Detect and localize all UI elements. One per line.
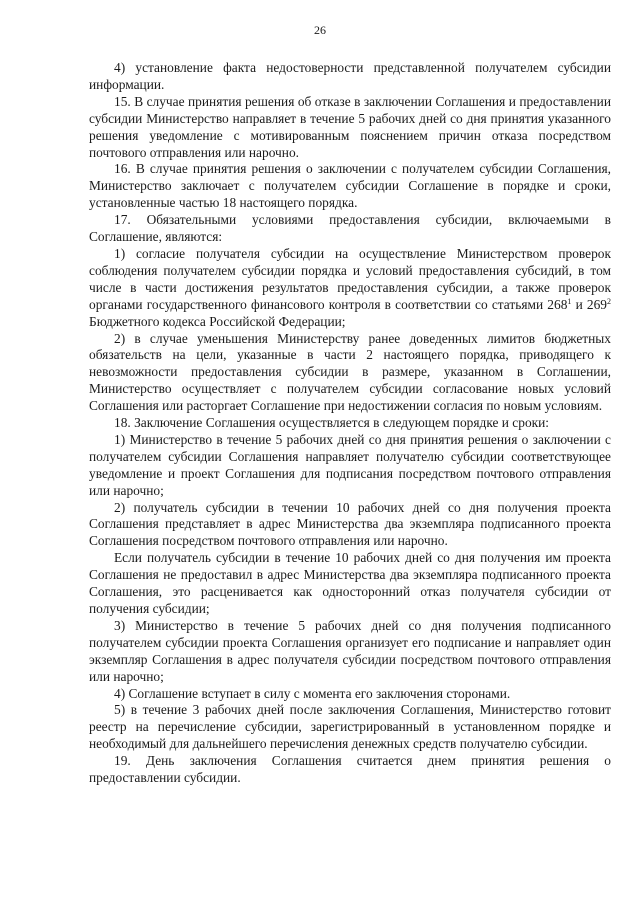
paragraph-17-item-1	[89, 246, 611, 331]
paragraph-18-item-2: 2) получатель субсидии в течении 10 рабочих дней со дня получения проекта Соглашения представляет в адрес Министерства два экземпляра подписанного проекта Соглашения посредством почтового отправления или нарочно.	[89, 499, 611, 549]
superscript-268: 1	[567, 296, 572, 306]
paragraph-16: 16. В случае принятия решения о заключении с получателем субсидии Соглашения, Министерство заключает с получателем субсидии Соглашение в порядке и сроки, установленные частью 18 настоящего порядка.	[89, 161, 611, 211]
superscript-269: 2	[607, 296, 612, 306]
paragraph-18-item-4: 4) Соглашение вступает в силу с момента его заключения сторонами.	[114, 685, 511, 701]
paragraph-18-item-5: 5) в течение 3 рабочих дней после заключения Соглашения, Министерство готовит реестр на перечисление субсидии, зарегистрированный в установленном порядке и необходимый для дальнейшего перечисления денежных средств получателю субсидии.	[89, 702, 611, 752]
paragraph-18-item-1: 1) Министерство в течение 5 рабочих дней со дня принятия решения о заключении с получателем субсидии Соглашения направляет получателю субсидии соответствующее уведомление и проект Соглашения для подписания посредством почтового отправления или нарочно;	[89, 431, 611, 498]
page-number: 26	[314, 23, 326, 37]
paragraph-17-item-1-text-b: и 269	[571, 296, 608, 312]
paragraph-15: 15. В случае принятия решения об отказе в заключении Соглашения и предоставлении субсидии Министерство направляет в течение 5 рабочих дней со дня принятия указанного решения уведомление с мотивированным пояснением причин отказа посредством почтового отправления или нарочно.	[89, 93, 611, 160]
paragraph-14-item-4: 4) установление факта недостоверности представленной получателем субсидии информации.	[89, 60, 611, 92]
paragraph-17-item-2: 2) в случае уменьшения Министерству ранее доведенных лимитов бюджетных обязательств на цели, указанные в части 2 настоящего порядка, приводящего к невозможности предоставления субсидии в размере, указанном в Соглашении, Министерство осуществляет с получателем субсидии согласование новых условий Соглашения или расторгает Соглашение при недостижении согласия по новым условиям.	[89, 330, 611, 414]
paragraph-19: 19. День заключения Соглашения считается днем принятия решения о предоставлении субсидии.	[89, 753, 611, 786]
paragraph-17: 17. Обязательными условиями предоставления субсидии, включаемыми в Соглашение, являются:	[89, 212, 611, 245]
paragraph-17-item-1-text-c: Бюджетного кодекса Российской Федерации;	[89, 313, 346, 329]
document-body	[89, 60, 611, 787]
paragraph-18-item-2-continued: Если получатель субсидии в течение 10 рабочих дней со дня получения им проекта Соглашения не предоставил в адрес Министерства два экземпляра подписанного проекта Соглашения, это расценивается как односторонний отказ получателя субсидии от получения субсидии;	[89, 550, 611, 616]
paragraph-17-item-1-text-a: 1) согласие получателя субсидии на осуществление Министерством проверок соблюдения получателем субсидии порядка и условий предоставления субсидий, в том числе в части достижения результатов предоставления субсидии, а также проверок органами государственного финансового контроля в соответствии со статьями 268	[89, 245, 611, 312]
paragraph-18: 18. Заключение Соглашения осуществляется в следующем порядке и сроки:	[114, 415, 550, 431]
paragraph-18-item-3: 3) Министерство в течение 5 рабочих дней со дня получения подписанного получателем субсидии проекта Соглашения организует его подписание и направляет один экземпляр Соглашения в адрес получателя субсидии посредством почтового отправления или нарочно;	[89, 617, 611, 684]
